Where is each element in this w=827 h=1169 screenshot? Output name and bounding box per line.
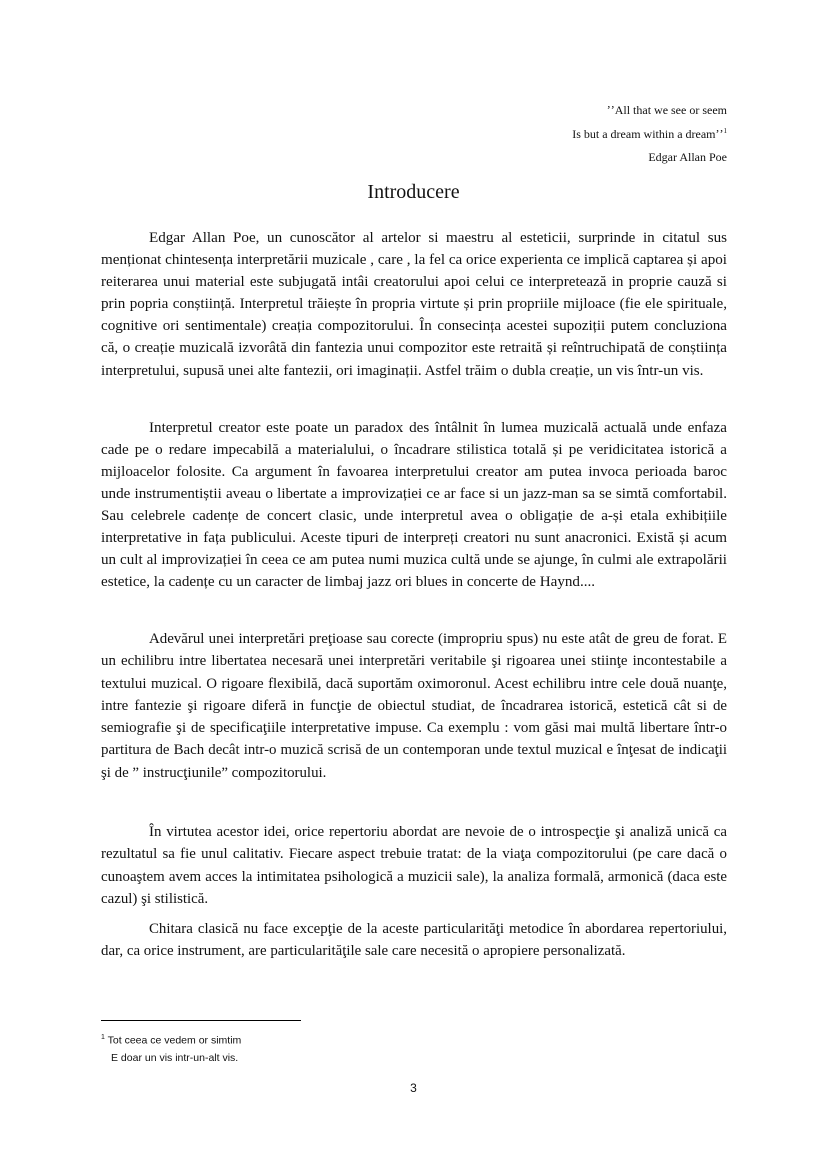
page-number: 3 — [410, 1081, 417, 1095]
epigraph-line-2-text: Is but a dream within a dreamʼʼ — [572, 127, 724, 141]
paragraph-4: În virtutea acestor idei, orice repertoriu abordat are nevoie de o introspecţie şi analiză unică ca rezultatul sa fie unul calitativ. Fiecare aspect trebuie tratat: de la viaţa compozitorului (pe care dacă o cunoaştem avem acces la intimitatea psihologică a muzicii sale), la analiza formală, armonică (daca este cazul) şi stilistică. — [101, 824, 727, 907]
footnote-separator — [101, 1020, 301, 1021]
paragraph-5: Chitara clasică nu face excepţie de la aceste particularităţi metodice în abordarea repertoriului, dar, ca orice instrument, are particularităţile sale care necesită o apropiere personalizată. — [101, 921, 727, 960]
epigraph-line-2 — [572, 121, 727, 145]
paragraph-3: Adevărul unei interpretări preţioase sau corecte (impropriu spus) nu este atât de greu de forat. E un echilibru intre libertatea necesară unei interpretări veritabile şi rigoarea unei stiinţe incontestabile a textului muzical. O rigoare flexibilă, dacă suportăm oximoronul. Acest echilibru intre cele două nuanţe, intre fantezie şi rigoare diferă in funcţie de obiectul studiat, de încadrarea istorică, estetică cât si de semiografie şi de specificaţiile interpretative impuse. Ca exemplu : vom găsi mai multă libertare într-o partitura de Bach decât intr-o muzică scrisă de un contemporan unde textul muzical e înţesat de indicaţii şi de ” instrucţiunile” compozitorului. — [101, 631, 727, 781]
epigraph-author: Edgar Allan Poe — [648, 150, 727, 164]
footnote-line-1 — [101, 1029, 241, 1050]
footnote — [101, 1029, 241, 1067]
footnote-number: 1 — [101, 1034, 105, 1041]
footnote-line-2: E doar un vis intr-un-alt vis. — [111, 1051, 239, 1064]
paragraph-2: Interpretul creator este poate un paradox des întâlnit în lumea muzicală actuală unde enfaza cade pe o redare impecabilă a materialului, o încadrare stilistica totală și pe veridicitatea istorică a mijloacelor folosite. Ca argument în favoarea interpretului creator am putea invoca perioada baroc unde instrumentiștii aveau o libertate a improvizației ce ar face si un jazz-man sa se simtă comfortabil. Sau celebrele cadențe de concert clasic, unde interpretul avea o obligație de a-și etala exhibițiile interpretative in fața publicului. Aceste tipuri de interpreți creatori nu sunt anacronici. Există și acum un cult al improvizației în ceea ce am putea numi muzica cultă unde se ajunge, în culmi ale extrapolării estetice, la cadențe cu un caracter de limbaj jazz ori blues in concerte de Haynd.... — [101, 420, 727, 590]
paragraph-1: Edgar Allan Poe, un cunoscător al artelor si maestru al esteticii, surprinde in citatul sus menționat chintesența interpretării muzicale , care , la fel ca orice experienta ce implică captarea și apoi reiterarea unui material este subjugată intâi creatorului apoi celui ce interpretează in proprie cauză si prin popria conștiință. Interpretul trăiește în propria virtute și prin propriile mijloace (fie ele spirituale, cognitive ori sentimentale) creația compozitorului. În consecința acestei supoziții putem concluziona că, o creație muzicală izvorâtă din fantezia unui compozitor este retraită și reîntruchipată de conștiința interpretului, supusă unei alte fantezii, ori imaginații. Astfel trăim o dubla creație, un vis într-un vis. — [101, 230, 727, 379]
section-title: Introducere — [367, 181, 460, 203]
footnote-text-1: Tot ceea ce vedem or simtim — [107, 1034, 242, 1047]
epigraph-line-1: ʼʼAll that we see or seem — [606, 103, 727, 117]
epigraph — [572, 100, 727, 145]
footnote-reference: 1 — [723, 127, 727, 135]
